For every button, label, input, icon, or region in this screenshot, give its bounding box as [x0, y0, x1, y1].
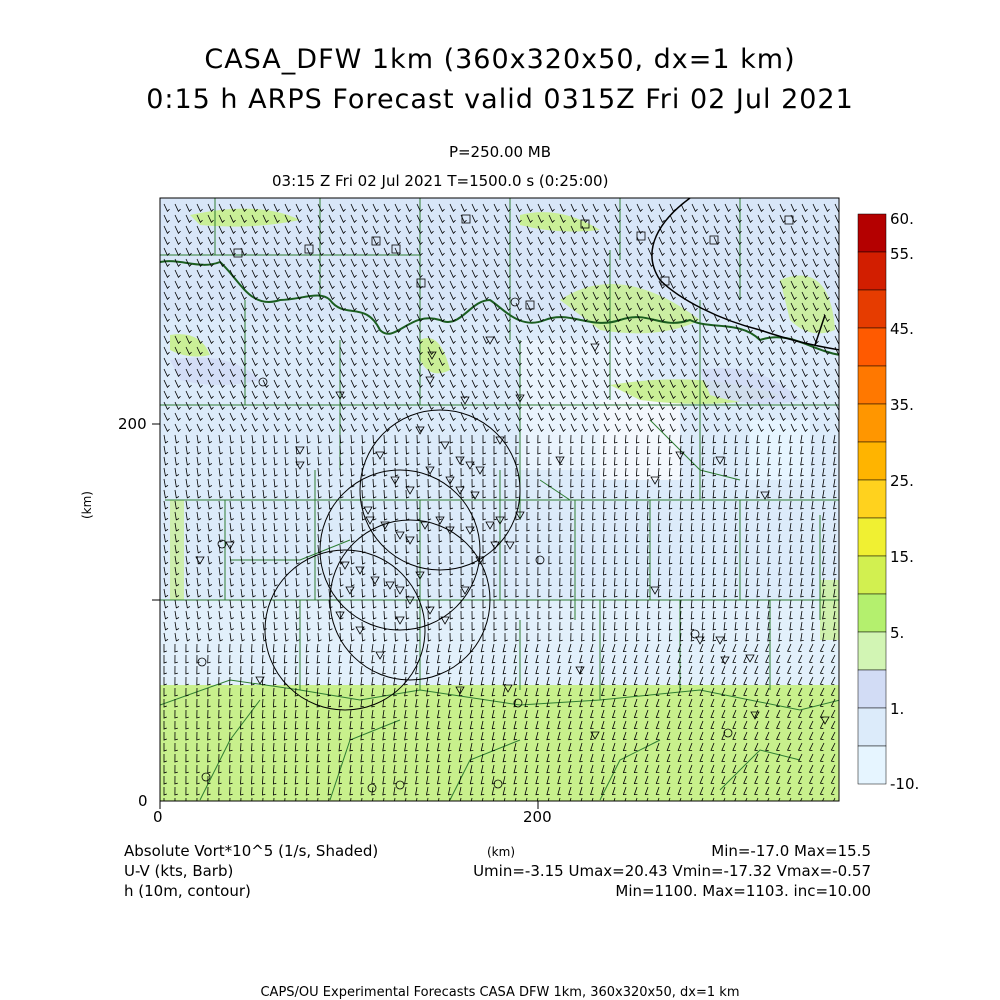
plot-area — [160, 198, 841, 806]
colorbar-label: 5. — [890, 624, 905, 642]
colorbar-swatch — [858, 480, 886, 518]
colorbar-label: 25. — [890, 472, 914, 490]
x-tick-0: 0 — [153, 808, 163, 826]
colorbar-label: 15. — [890, 548, 914, 566]
valid-time-line: 03:15 Z Fri 02 Jul 2021 T=1500.0 s (0:25:00) — [272, 172, 609, 190]
shaded-stats: Min=-17.0 Max=15.5 — [711, 842, 871, 860]
field-barb-label: U-V (kts, Barb) — [124, 862, 234, 880]
colorbar-label: 1. — [890, 700, 905, 718]
colorbar-swatch — [858, 556, 886, 594]
chart-title-line2: 0:15 h ARPS Forecast valid 0315Z Fri 02 Jul 2021 — [146, 84, 854, 115]
colorbar-swatch — [858, 442, 886, 480]
colorbar-swatch — [858, 518, 886, 556]
colorbar-swatch — [858, 290, 886, 328]
colorbar — [858, 214, 886, 784]
colorbar-swatch — [858, 594, 886, 632]
colorbar-label: 35. — [890, 396, 914, 414]
y-tick-200: 200 — [118, 415, 147, 433]
field-contour-label: h (10m, contour) — [124, 882, 251, 900]
contour-stats: Min=1100. Max=1103. inc=10.00 — [615, 882, 871, 900]
chart-title-line1: CASA_DFW 1km (360x320x50, dx=1 km) — [204, 44, 796, 75]
x-axis-unit: (km) — [487, 845, 516, 859]
field-shaded-label: Absolute Vort*10^5 (1/s, Shaded) — [124, 842, 379, 860]
colorbar-swatch — [858, 214, 886, 252]
colorbar-swatch — [858, 670, 886, 708]
colorbar-swatch — [858, 328, 886, 366]
colorbar-swatch — [858, 632, 886, 670]
colorbar-label: 55. — [890, 245, 914, 263]
barb-stats: Umin=-3.15 Umax=20.43 Vmin=-17.32 Vmax=-0.57 — [473, 862, 871, 880]
colorbar-swatch — [858, 746, 886, 784]
colorbar-label: 60. — [890, 210, 914, 228]
y-tick-0: 0 — [138, 792, 148, 810]
colorbar-swatch — [858, 708, 886, 746]
credit-line: CAPS/OU Experimental Forecasts CASA DFW 1km, 360x320x50, dx=1 km — [260, 985, 740, 1000]
y-axis-label: (km) — [80, 490, 95, 520]
colorbar-swatch — [858, 404, 886, 442]
colorbar-swatch — [858, 252, 886, 290]
colorbar-swatch — [858, 366, 886, 404]
x-tick-200: 200 — [523, 808, 552, 826]
pressure-level: P=250.00 MB — [448, 143, 552, 161]
colorbar-label: -10. — [890, 775, 920, 793]
colorbar-label: 45. — [890, 320, 914, 338]
